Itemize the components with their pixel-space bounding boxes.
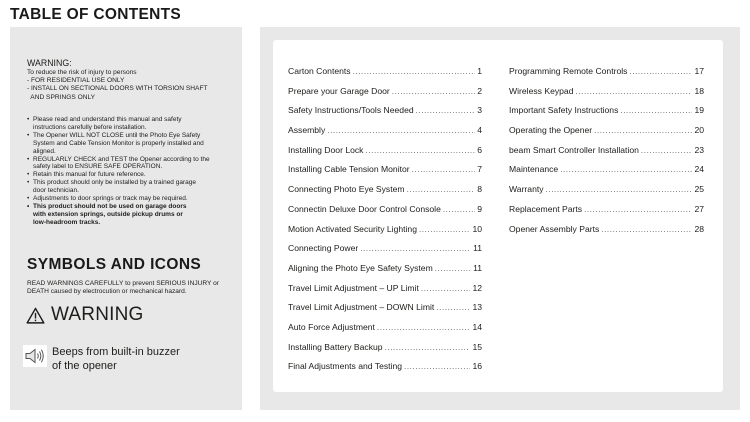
toc-entry[interactable] (288, 361, 482, 381)
toc-entry-page: 20 (694, 125, 704, 136)
toc-entry-page: 7 (477, 164, 482, 175)
toc-entry-title: beam Smart Controller Installation (509, 144, 639, 155)
toc-entry[interactable] (509, 86, 704, 106)
toc-entry-title: Connecting Photo Eye System (288, 184, 405, 195)
toc-entry-title: Wireless Keypad (509, 85, 574, 96)
toc-leader-dots (377, 323, 471, 332)
toc-leader-dots (641, 146, 693, 155)
safety-bullet: • Adjustments to door springs or track may be required. (27, 195, 239, 203)
warning-line: - INSTALL ON SECTIONAL DOORS WITH TORSION SHAFT (27, 85, 208, 93)
toc-entry-page: 16 (472, 361, 482, 372)
toc-entry[interactable] (288, 86, 482, 106)
toc-entry[interactable] (509, 184, 704, 204)
toc-entry[interactable] (288, 302, 482, 322)
toc-entry[interactable] (509, 66, 704, 86)
warning-line: AND SPRINGS ONLY (27, 93, 96, 101)
safety-bullet: • The Opener WILL NOT CLOSE until the Photo Eye Safety System and Cable Tension Monitor is properly installed and aligned. (27, 132, 239, 156)
toc-entry-title: Connectin Deluxe Door Control Console (288, 203, 441, 214)
toc-entry-title: Carton Contents (288, 66, 351, 76)
toc-leader-dots (601, 225, 692, 234)
toc-entry-page: 3 (477, 105, 482, 116)
toc-entry[interactable] (288, 243, 482, 263)
toc-entry-page: 13 (472, 302, 482, 313)
toc-entry-page: 9 (477, 203, 482, 214)
toc-entry-page: 10 (472, 223, 482, 234)
toc-entry-page: 2 (477, 85, 482, 96)
toc-entry-title: Installing Battery Backup (288, 341, 383, 352)
toc-leader-dots (353, 67, 476, 76)
toc-entry-page: 11 (473, 262, 482, 273)
toc-entry[interactable] (288, 283, 482, 303)
toc-leader-dots (416, 106, 476, 115)
toc-entry[interactable] (509, 125, 704, 145)
toc-entry-page: 1 (477, 66, 482, 76)
toc-leader-dots (546, 185, 693, 194)
toc-entry[interactable] (288, 145, 482, 165)
toc-leader-dots (360, 244, 471, 253)
toc-entry[interactable] (509, 164, 704, 184)
toc-column-2 (509, 66, 704, 243)
toc-entry-title: Warranty (509, 184, 544, 195)
symbols-title: SYMBOLS AND ICONS (27, 256, 202, 273)
toc-entry[interactable] (288, 224, 482, 244)
toc-leader-dots (412, 165, 476, 174)
toc-entry-page: 11 (473, 243, 482, 254)
toc-entry[interactable] (509, 204, 704, 224)
warning-lines (27, 69, 237, 102)
toc-leader-dots (385, 343, 471, 352)
safety-bullet: • This product should only be installed by a trained garage door technician. (27, 179, 239, 195)
safety-bullet: • REGULARLY CHECK and TEST the Opener according to the safety label to ENSURE SAFE OPERATION. (27, 156, 239, 172)
warning-symbol-label: WARNING (51, 304, 144, 325)
toc-entry-page: 14 (472, 321, 482, 332)
safety-bullet-list (27, 116, 239, 227)
toc-entry-title: Important Safety Instructions (509, 105, 619, 116)
toc-entry-title: Installing Cable Tension Monitor (288, 164, 410, 175)
toc-entry-title: Final Adjustments and Testing (288, 361, 403, 372)
toc-leader-dots (594, 126, 692, 135)
toc-entry-page: 24 (694, 164, 704, 175)
toc-entry[interactable] (288, 164, 482, 184)
symbols-text: READ WARNINGS CAREFULLY to prevent SERIOUS INJURY or DEATH caused by electrocution or mechanical hazard. (27, 280, 220, 296)
toc-leader-dots (407, 185, 476, 194)
toc-entry-title: Assembly (288, 125, 326, 136)
toc-entry[interactable] (288, 322, 482, 342)
toc-entry-title: Installing Door Lock (288, 144, 364, 155)
toc-entry-title: Operating the Opener (509, 125, 593, 136)
toc-entry-title: Aligning the Photo Eye Safety System (288, 262, 433, 273)
warning-heading: WARNING: (27, 58, 72, 68)
toc-entry[interactable] (509, 145, 704, 165)
toc-entry[interactable] (288, 66, 482, 86)
toc-leader-dots (392, 87, 475, 96)
buzzer-symbol-row (23, 345, 180, 373)
toc-leader-dots (629, 67, 692, 76)
toc-entry-page: 19 (694, 105, 704, 116)
toc-entry-title: Prepare your Garage Door (288, 85, 390, 96)
toc-entry-page: 15 (472, 341, 482, 352)
toc-entry-title: Travel Limit Adjustment – DOWN Limit (288, 302, 435, 313)
toc-entry-title: Safety Instructions/Tools Needed (288, 105, 414, 116)
warning-triangle-icon (26, 307, 45, 324)
toc-entry-title: Programming Remote Controls (509, 66, 628, 76)
safety-bullet: • Please read and understand this manual and safety instructions carefully before installation. (27, 116, 239, 132)
toc-entry[interactable] (288, 105, 482, 125)
toc-entry-page: 25 (694, 184, 704, 195)
toc-entry[interactable] (288, 263, 482, 283)
page-title: TABLE OF CONTENTS (10, 6, 181, 23)
toc-entry-title: Maintenance (509, 164, 559, 175)
toc-entry-page: 6 (477, 144, 482, 155)
toc-entry-title: Connecting Power (288, 243, 359, 254)
toc-entry[interactable] (288, 125, 482, 145)
toc-column-1 (288, 66, 482, 381)
warning-line: To reduce the risk of injury to persons (27, 69, 137, 76)
speaker-icon (23, 345, 47, 367)
toc-leader-dots (419, 225, 470, 234)
warning-symbol-row (26, 304, 144, 326)
toc-entry-page: 17 (694, 66, 704, 76)
toc-entry-title: Travel Limit Adjustment – UP Limit (288, 282, 419, 293)
toc-entry-title: Auto Force Adjustment (288, 321, 375, 332)
toc-leader-dots (404, 362, 470, 371)
toc-entry-page: 12 (472, 282, 482, 293)
toc-leader-dots (421, 284, 471, 293)
toc-entry-title: Motion Activated Security Lighting (288, 223, 417, 234)
buzzer-text: Beeps from built-in buzzer of the opener (52, 346, 180, 372)
toc-entry-page: 28 (694, 223, 704, 234)
toc-leader-dots (620, 106, 692, 115)
toc-leader-dots (436, 303, 470, 312)
toc-entry-page: 27 (694, 203, 704, 214)
toc-entry-page: 8 (477, 184, 482, 195)
toc-leader-dots (435, 264, 471, 273)
toc-leader-dots (327, 126, 475, 135)
toc-entry[interactable] (288, 184, 482, 204)
toc-entry-page: 23 (694, 144, 704, 155)
toc-entry-page: 4 (477, 125, 482, 136)
toc-entry[interactable] (288, 342, 482, 362)
toc-entry[interactable] (509, 224, 704, 244)
toc-leader-dots (575, 87, 692, 96)
safety-bullet: • Retain this manual for future reference. (27, 171, 239, 179)
toc-leader-dots (560, 165, 692, 174)
toc-entry-title: Opener Assembly Parts (509, 223, 600, 234)
toc-entry-title: Replacement Parts (509, 203, 583, 214)
toc-leader-dots (584, 205, 692, 214)
safety-bullet: • This product should not be used on garage doors with extension springs, outside pickup drums or low-headroom tracks. (27, 203, 239, 227)
toc-entry[interactable] (509, 105, 704, 125)
toc-leader-dots (443, 205, 475, 214)
warning-line: - FOR RESIDENTIAL USE ONLY (27, 77, 125, 85)
toc-entry[interactable] (288, 204, 482, 224)
toc-entry-page: 18 (694, 85, 704, 96)
toc-leader-dots (365, 146, 475, 155)
